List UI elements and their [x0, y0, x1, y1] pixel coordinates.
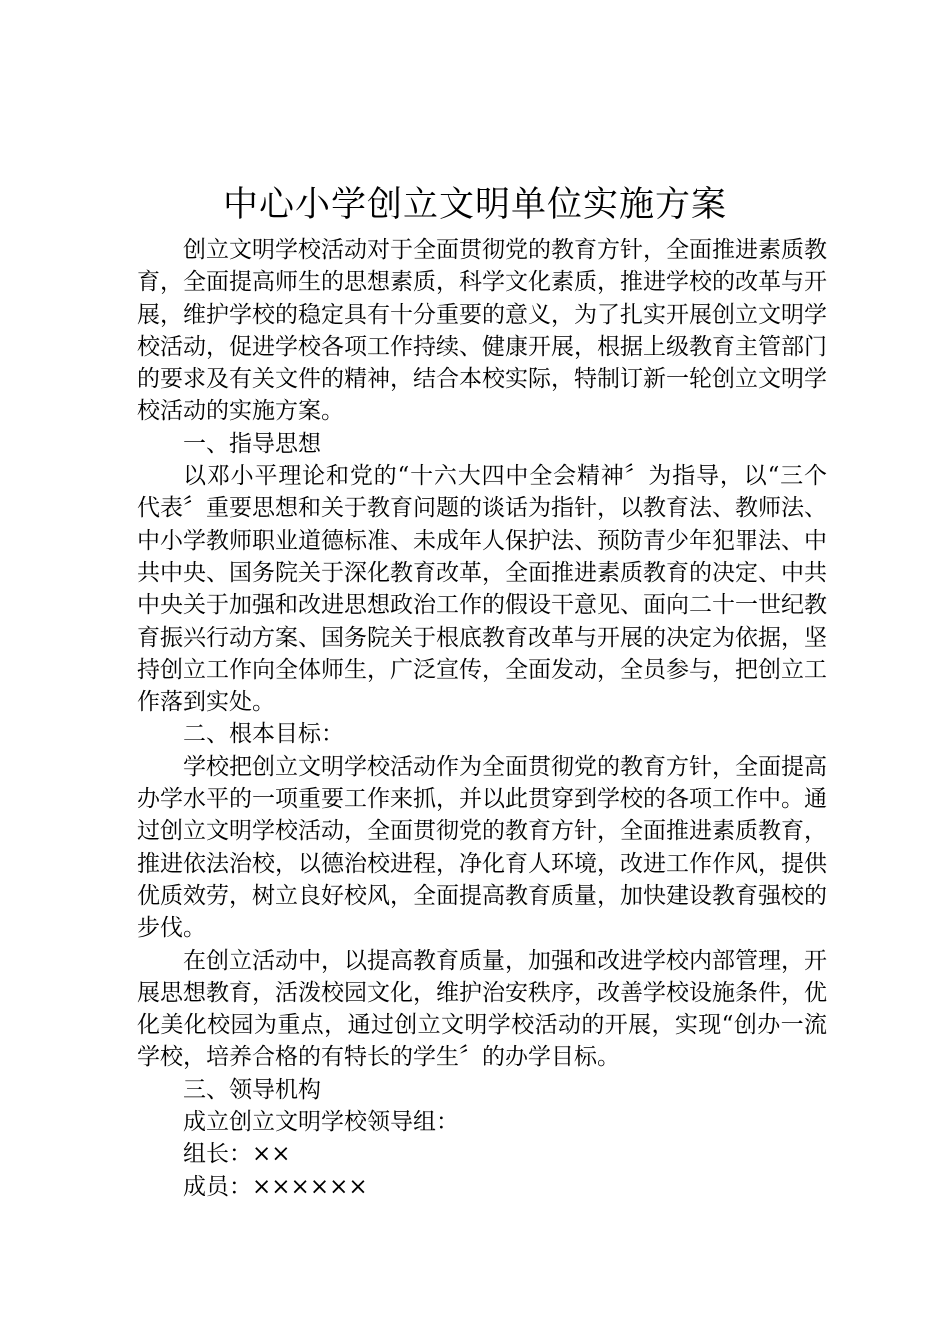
section-heading-leadership: 三、领导机构: [183, 1076, 321, 1103]
section-heading-basic-goals: 二、根本目标：: [183, 721, 344, 748]
members-line: 成员：××××××: [183, 1173, 368, 1200]
basic-goals-paragraph-1: 学校把创立文明学校活动作为全面贯彻党的教育方针，全面提高办学水平的一项重要工作来抓，并以此贯穿到学校的各项工作中。通过创立文明学校活动，全面贯彻党的教育方针，全面推进素质教育，推进依法治校，以德治校进程，净化育人环境，改进工作作风，提供优质效劳，树立良好校风，全面提高教育质量，加快建设教育强校的步伐。: [137, 753, 827, 942]
basic-goals-paragraph-2: 在创立活动中，以提高教育质量，加强和改进学校内部管理，开展思想教育，活泼校园文化，维护治安秩序，改善学校设施条件，优化美化校园为重点，通过创立文明学校活动的开展，实现“创办一流学校，培养合格的有特长的学生〞的办学目标。: [137, 947, 827, 1071]
intro-paragraph: 创立文明学校活动对于全面贯彻党的教育方针，全面推进素质教育，全面提高师生的思想素质，科学文化素质，推进学校的改革与开展，维护学校的稳定具有十分重要的意义，为了扎实开展创立文明学校活动，促进学校各项工作持续、健康开展，根据上级教育主管部门的要求及有关文件的精神，结合本校实际，特制订新一轮创立文明学校活动的实施方案。: [137, 237, 827, 425]
document-title: 中心小学创立文明单位实施方案: [222, 185, 727, 225]
leadership-group-line: 成立创立文明学校领导组：: [183, 1109, 459, 1136]
leader-line: 组长：××: [183, 1141, 291, 1168]
guiding-thought-paragraph: 以邓小平理论和党的“十六大四中全会精神〞为指导，以“三个代表〞重要思想和关于教育问题的谈话为指针，以教育法、教师法、中小学教师职业道德标准、未成年人保护法、预防青少年犯罪法、中共中央、国务院关于深化教育改革，全面推进素质教育的决定、中共中央关于加强和改进思想政治工作的假设干意见、面向二十一世纪教育振兴行动方案、国务院关于根底教育改革与开展的决定为依据，坚持创立工作向全体师生，广泛宣传，全面发动，全员参与，把创立工作落到实处。: [137, 463, 827, 716]
document-body: [137, 234, 827, 1203]
section-heading-guiding-thought: 一、指导思想: [183, 430, 321, 457]
